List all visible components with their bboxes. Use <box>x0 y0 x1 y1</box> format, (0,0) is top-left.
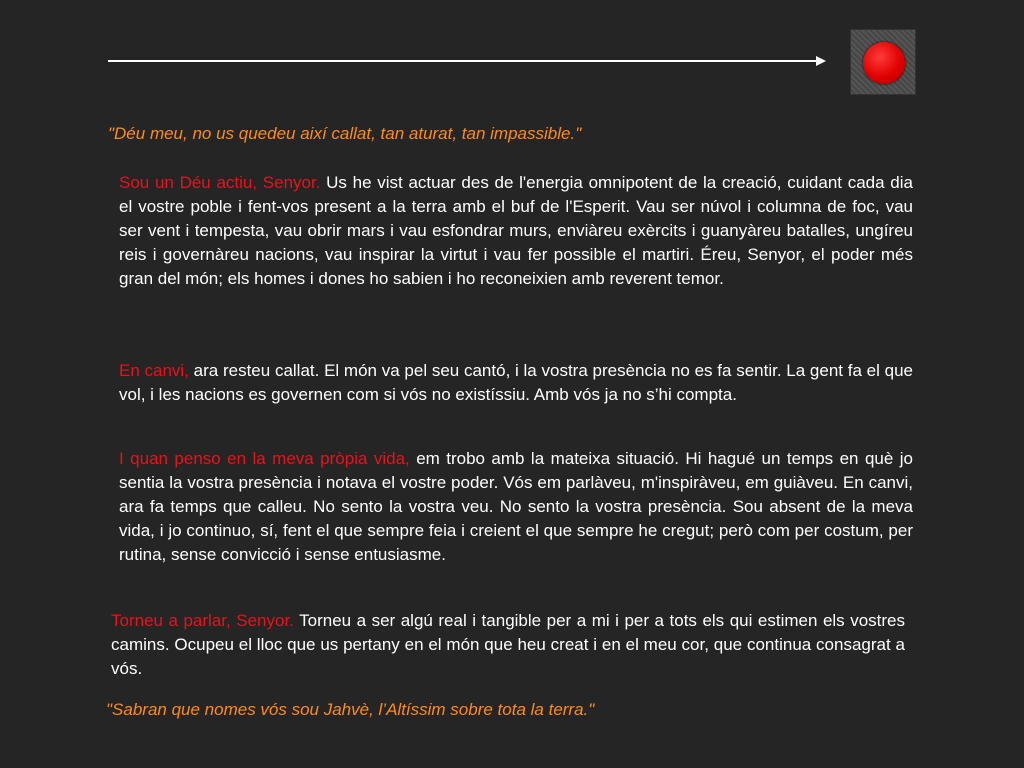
paragraph-3-text: em trobo amb la mateixa situació. Hi hagué un temps en què jo sentia la vostra presència i notava el vostre poder. Vós em parlàveu, m'inspiràveu, em guiàveu. En canvi, ara fa temps que calleu. No sento la vostra veu. No sento la vostra presència. Sou absent de la meva vida, i jo continuo, sí, fent el que sempre feia i creient el que sempre he cregut; però com per costum, per rutina, sense convicció i sense entusiasme. <box>119 449 913 564</box>
paragraph-1 <box>119 171 913 291</box>
red-stop-button-icon <box>863 42 905 84</box>
paragraph-3-lead: I quan penso en la meva pròpia vida, <box>119 449 410 468</box>
paragraph-1-lead: Sou un Déu actiu, Senyor. <box>119 173 321 192</box>
closing-quote: "Sabran que nomes vós sou Jahvè, l’Altíssim sobre tota la terra." <box>106 700 595 719</box>
opening-quote: "Déu meu, no us quedeu així callat, tan aturat, tan impassible." <box>108 124 582 143</box>
right-arrow-icon <box>816 56 826 66</box>
paragraph-4 <box>111 609 905 681</box>
paragraph-1-text: Us he vist actuar des de l'energia omnipotent de la creació, cuidant cada dia el vostre poble i fent-vos present a la terra amb el buf de l'Esperit. Vau ser núvol i columna de foc, vau ser vent i tempesta, vau obrir mars i vau esfondrar murs, enviàreu exèrcits i guanyàreu batalles, ungíreu reis i governàreu nacions, vau inspirar la virtut i vau fer possible el martiri. Éreu, Senyor, el poder més gran del món; els homes i dones ho sabien i ho reconeixien amb reverent temor. <box>119 173 913 288</box>
paragraph-4-lead: Torneu a parlar, Senyor. <box>111 611 294 630</box>
progress-arrow-line <box>108 60 818 62</box>
paragraph-3 <box>119 447 913 567</box>
paragraph-2 <box>119 359 913 407</box>
paragraph-2-text: ara resteu callat. El món va pel seu cantó, i la vostra presència no es fa sentir. La gent fa el que vol, i les nacions es governen com si vós no existíssiu. Amb vós ja no s’hi compta. <box>119 361 913 404</box>
stop-button[interactable] <box>850 29 916 95</box>
paragraph-2-lead: En canvi, <box>119 361 189 380</box>
paragraph-4-text: Torneu a ser algú real i tangible per a mi i per a tots els qui estimen els vostres camins. Ocupeu el lloc que us pertany en el món que heu creat i en el meu cor, que continua consagrat a vós. <box>111 611 905 678</box>
